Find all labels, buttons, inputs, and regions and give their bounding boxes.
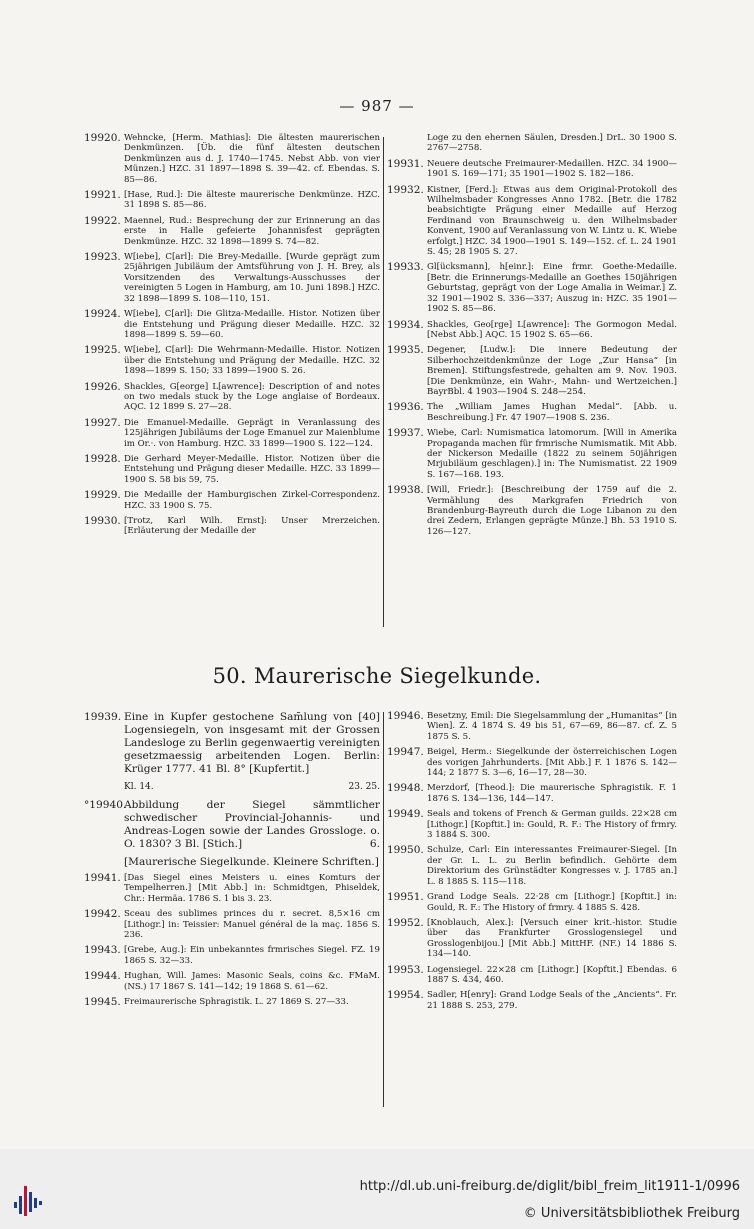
- entry-text: [Das Siegel eines Meisters u. eines Komturs der Tempelherren.] [Mit Abb.] in: Schmidtgen, Phiseldek, Chr.: Hermäa. 1786 S. 1 bis 3. 23.: [124, 873, 380, 904]
- bibliography-entry: [84, 418, 380, 449]
- bottom-left-column: [84, 711, 380, 1012]
- entry-text: Die Emanuel-Medaille. Geprägt in Veranlassung des 125jährigen Jubiläums der Loge Emanuel zur Maienblume im Or.·. von Hamburg. HZC. 33 1899—1900 S. 122—124.: [124, 417, 380, 449]
- bibliography-entry: [387, 428, 677, 480]
- entry-number: 19921.: [84, 189, 121, 202]
- bibliography-entry: [387, 159, 677, 180]
- entry-number: °19940.: [84, 799, 127, 811]
- bibliography-entry: [387, 320, 677, 341]
- entry-text: Hughan, Will. James: Masonic Seals, coins &c. FMaM. (NS.) 17 1867 S. 141—142; 19 1868 S. 61—62.: [124, 971, 380, 992]
- bibliography-entry: [387, 990, 677, 1011]
- entry-text: Grand Lodge Seals. 22·28 cm [Lithogr.] [Kopftit.] in: Gould, R. F.: The History of frmry. 4 1885 S. 428.: [427, 892, 677, 913]
- entry-text: [Hase, Rud.]: Die älteste maurerische Denkmünze. HZC. 31 1898 S. 85—86.: [124, 190, 380, 211]
- entry-text: [Trotz, Karl Wilh. Ernst]: Unser Mrerzeichen. [Erläuterung der Medaille der: [124, 516, 380, 537]
- entry-number: 19929.: [84, 489, 121, 502]
- top-left-column: [84, 133, 380, 542]
- bottom-right-column: [387, 711, 677, 1016]
- bibliography-entry: [84, 945, 380, 966]
- bibliography-entry: [84, 345, 380, 376]
- entry-text: Besetzny, Emil: Die Siegelsammlung der „Humanitas“ [in Wien]. Z. 4 1874 S. 49 bis 51, 67—69, 86—87. cf. Z. 5 1875 S. 5.: [427, 711, 677, 742]
- entry-text: Abbildung der Siegel sämmtlicher schwedischer Provincial-Johannis- und Andreas-Logen sowie der Landes Grossloge. o. O. 1830? 3 Bl. [Stich.]: [124, 799, 380, 850]
- entry-text: Merzdorf, [Theod.]: Die maurerische Sphragistik. F. 1 1876 S. 134—136, 144—147.: [427, 783, 677, 804]
- entry-number: 19939.: [84, 711, 122, 723]
- entry-text: W[iebe], C[arl]: Die Glitza-Medaille. Histor. Notizen über die Entstehung und Prägung dieser Medaille. HZC. 32 1898—1899 S. 59—60.: [124, 309, 380, 340]
- bibliography-entry: [387, 345, 677, 397]
- entry-text: Loge zu den ehernen Säulen, Dresden.] DrL. 30 1900 S. 2767—2758.: [427, 133, 677, 154]
- source-url-link[interactable]: http://dl.ub.uni-freiburg.de/diglit/bibl_freim_lit1911-1/0996: [359, 1179, 740, 1194]
- bibliography-entry: [387, 845, 677, 887]
- entry-number: 19945.: [84, 996, 121, 1009]
- bibliography-entry: [84, 133, 380, 185]
- entry-text: Die Medaille der Hamburgischen Zirkel-Correspondenz. HZC. 33 1900 S. 75.: [124, 490, 380, 511]
- entry-text: W[iebe], C[arl]: Die Wehrmann-Medaille. Histor. Notizen über die Entstehung und Prägung der Medaille. HZC. 32 1898—1899 S. 150; 33 1899—1900 S. 26.: [124, 345, 380, 377]
- entry-number: 19934.: [387, 318, 424, 331]
- entry-text: Sceau des sublimes princes du r. secret. 8,5×16 cm [Lithogr.] in: Teissier: Manuel général de la maç. 1856 S. 236.: [124, 909, 380, 941]
- entry-number: 19925.: [84, 344, 121, 357]
- bibliography-entry: [387, 262, 677, 314]
- bibliography-entry: [387, 892, 677, 913]
- section-title: 50. Maurerische Siegelkunde.: [212, 664, 542, 688]
- bibliography-entry: [84, 971, 380, 992]
- entry-number: 19936.: [387, 401, 424, 414]
- entry-text: Degener, [Ludw.]: Die innere Bedeutung der Silberhochzeitdenkmünze der Loge „Zur Hansa“ [in Bremen]. Stiftungsfestrede, gehalten am 9. Nov. 1903. [Die Denkmünze, ein Wahr-, Mahn- und Wertzeichen.] BayrBbl. 4 1903—1904 S. 248—254.: [427, 345, 677, 397]
- bibliography-entry: [84, 252, 380, 304]
- footer-bar: [0, 1149, 754, 1229]
- entry-number: 19943.: [84, 944, 121, 957]
- entry-number: 19948.: [387, 782, 424, 795]
- entry-number: 19923.: [84, 251, 121, 264]
- entry-number: 19924.: [84, 308, 121, 321]
- entry-text: Sadler, H[enry]: Grand Lodge Seals of the „Ancients“. Fr. 21 1888 S. 253, 279.: [427, 990, 677, 1011]
- entry-number: 19927.: [84, 416, 121, 429]
- bibliography-entry: [387, 485, 677, 537]
- entry-text: Wiebe, Carl: Numismatica latomorum. [Will in Amerika Propaganda machen für frmrische Numismatik. Mit Abb. der Nickerson Medaille (1822 zu seinem 50jährigen Mrjubiläum geschlagen).] in: The Numismatist. 22 1909 S. 167—168. 193.: [427, 428, 677, 480]
- entry-number: 19942.: [84, 908, 121, 921]
- entry-number: 19926.: [84, 380, 121, 393]
- entry-text: Maennel, Rud.: Besprechung der zur Erinnerung an das erste in Halle gefeierte Johannisfest geprägten Denkmünze. HZC. 32 1898—1899 S. 74—82.: [124, 215, 380, 247]
- bibliography-entry: [387, 965, 677, 986]
- sub-heading: [Maurerische Siegelkunde. Kleinere Schriften.]: [124, 856, 379, 868]
- price-left: Kl. 14.: [124, 782, 154, 792]
- price-line: [124, 781, 380, 793]
- continuation-entry: [387, 133, 677, 154]
- copyright-notice: © Universitätsbibliothek Freiburg: [523, 1206, 740, 1221]
- bibliography-entry: [387, 402, 677, 423]
- entry-number: 19928.: [84, 452, 121, 465]
- bibliography-entry: [387, 918, 677, 960]
- entry-text: Beigel, Herm.: Siegelkunde der österreichischen Logen des vorigen Jahrhunderts. [Mit Abb.] F. 1 1876 S. 142—144; 2 1877 S. 3—6, 16—17, 28—30.: [427, 747, 677, 779]
- bibliography-entry: [84, 454, 380, 485]
- entry-number: 19930.: [84, 515, 121, 527]
- bibliography-entry: [387, 747, 677, 778]
- entry-number: 19953.: [387, 963, 424, 976]
- entry-text: [Knoblauch, Alex.]: [Versuch einer krit.-histor. Studie über das Frankfurter Grosslogensiegel und Grosslogenbijou.] [Mit Abb.] MittHF. (NF.) 14 1886 S. 134—140.: [427, 917, 677, 960]
- bibliography-entry: [387, 185, 677, 258]
- entry-text: Gl[ücksmann], h[einr.]: Eine frmr. Goethe-Medaille. [Betr. die Erinnerungs-Medaille an Goethes 150jährigen Geburtstag, geprägt von der Loge Amalia in Weimar.] Z. 32 1901—1902 S. 336—337; Auszug in: HZC. 35 1901—1902 S. 85—86.: [427, 262, 677, 315]
- entry-text: Die Gerhard Meyer-Medaille. Histor. Notizen über die Entstehung und Prägung dieser Medaille. HZC. 33 1899—1900 S. 58 bis 59, 75.: [124, 453, 380, 485]
- entry-text: Shackles, Geo[rge] L[awrence]: The Gormogon Medal. [Nebst Abb.] AQC. 15 1902 S. 65—66.: [427, 319, 677, 340]
- bibliography-entry: [84, 799, 380, 851]
- entry-number: 19947.: [387, 746, 424, 759]
- entry-text: Neuere deutsche Freimaurer-Medaillen. HZC. 34 1900—1901 S. 169—171; 35 1901—1902 S. 182—186.: [427, 158, 677, 180]
- entry-number: 19937.: [387, 427, 424, 440]
- entry-number: 19954.: [387, 989, 424, 1002]
- bibliography-entry: [84, 909, 380, 940]
- bibliography-entry: [84, 711, 380, 776]
- price-right: 23. 25.: [348, 782, 380, 792]
- entry-text: [Will, Friedr.]: [Beschreibung der 1759 auf die 2. Vermählung des Markgrafen Friedrich von Brandenburg-Bayreuth durch die Loge Libanon zu den drei Zedern, Erlangen geprägte Münze.] Bh. 53 1910 S. 126—127.: [427, 485, 677, 537]
- entry-number: 19935.: [387, 344, 424, 357]
- entry-number: 19941.: [84, 872, 121, 884]
- entry-text: Seals and tokens of French & German guilds. 22×28 cm [Lithogr.] [Kopftit.] in: Gould, R. F.: The History of frmry. 3 1884 S. 300.: [427, 809, 677, 841]
- bibliography-entry: [84, 190, 380, 211]
- entry-number: 19946.: [387, 710, 424, 722]
- entry-text: W[iebe], C[arl]: Die Brey-Medaille. [Wurde geprägt zum 25jährigen Jubiläum der Amtsführung von J. H. Brey, als Vorsitzenden des Verwaltungs-Ausschusses der vereinigten 5 Logen in Hamburg, am 10. Juni 1898.] HZC. 32 1898—1899 S. 108—110, 151.: [124, 252, 380, 304]
- bibliography-entry: [387, 711, 677, 742]
- entry-text: [Grebe, Aug.]: Ein unbekanntes frmrisches Siegel. FZ. 19 1865 S. 32—33.: [124, 945, 380, 966]
- entry-number: 19949.: [387, 808, 424, 821]
- bibliography-entry: [84, 516, 380, 537]
- bibliography-entry: [84, 873, 380, 904]
- entry-number: 19931.: [387, 157, 424, 170]
- bibliography-entry: [84, 997, 380, 1007]
- entry-text: Kistner, [Ferd.]: Etwas aus dem Original-Protokoll des Wilhelmsbader Kongresses Anno 1782. [Betr. die 1782 beabsichtigte Prägung einer Medaille auf Herzog Ferdinand von Braunschweig u. den Wilhelmsbader Konvent, 1900 auf Veranlassung von W. Lintz u. K. Wiebe erfolgt.] HZC. 34 1900—1901 S. 149—152. cf. L. 24 1901 S. 45; 28 1905 S. 27.: [427, 184, 677, 258]
- bibliography-entry: [84, 309, 380, 340]
- entry-number: 19950.: [387, 844, 424, 857]
- price-right: 6.: [369, 838, 380, 850]
- entry-text: Freimaurerische Sphragistik. L. 27 1869 S. 27—33.: [124, 997, 349, 1008]
- entry-text: Wehncke, [Herm. Mathias]: Die ältesten maurerischen Denkmünzen. [Üb. die fünf ältesten deutschen Denkmünzen aus d. J. 1740—1745. Nebst Abb. von vier Münzen.] HZC. 31 1897—1898 S. 39—42. cf. Ebendas. S. 85—86.: [124, 133, 380, 185]
- column-divider-top: [383, 137, 384, 627]
- column-divider-bottom: [383, 712, 384, 1107]
- entry-text: Schulze, Carl: Ein interessantes Freimaurer-Siegel. [In der Gr. L. L. zu Berlin befindlich. Gehörte dem Direktorium des Grünstädter Kongresses v. J. 1785 an.] L. 8 1885 S. 115—118.: [427, 845, 677, 887]
- entry-number: 19922.: [84, 214, 121, 227]
- bibliography-entry: [84, 382, 380, 413]
- entry-text: Logensiegel. 22×28 cm [Lithogr.] [Kopftit.] Ebendas. 6 1887 S. 434, 460.: [427, 964, 677, 985]
- entry-text: The „William James Hughan Medal“. [Abb. u. Beschreibung.] Fr. 47 1907—1908 S. 236.: [427, 402, 677, 423]
- bibliography-entry: [84, 490, 380, 511]
- entry-text: Eine in Kupfer gestochene Sam̄lung von [40] Logensiegeln, von insgesamt mit der Grossen Landesloge zu Berlin gegenwaertig vereinigten gesetzmaessig arbeitenden Logen. Berlin: Krüger 1777. 41 Bl. 8° [Kupfertit.]: [124, 711, 380, 775]
- entry-number: 19932.: [387, 183, 424, 196]
- entry-number: 19933.: [387, 261, 424, 274]
- entry-number: 19938.: [387, 484, 424, 497]
- page-number: — 987 —: [339, 97, 415, 115]
- top-right-column: [387, 133, 677, 542]
- bibliography-entry: [387, 783, 677, 804]
- ub-freiburg-logo-icon: [14, 1182, 44, 1216]
- entry-text: Shackles, G[eorge] L[awrence]: Description of and notes on two medals stuck by the Loge anglaise of Bordeaux. AQC. 12 1899 S. 27—28.: [124, 381, 380, 413]
- entry-number: 19920.: [84, 132, 121, 144]
- bibliography-entry: [84, 216, 380, 247]
- entry-number: 19944.: [84, 970, 121, 983]
- entry-number: 19952.: [387, 916, 424, 929]
- bibliography-entry: [387, 809, 677, 840]
- entry-number: 19951.: [387, 891, 424, 904]
